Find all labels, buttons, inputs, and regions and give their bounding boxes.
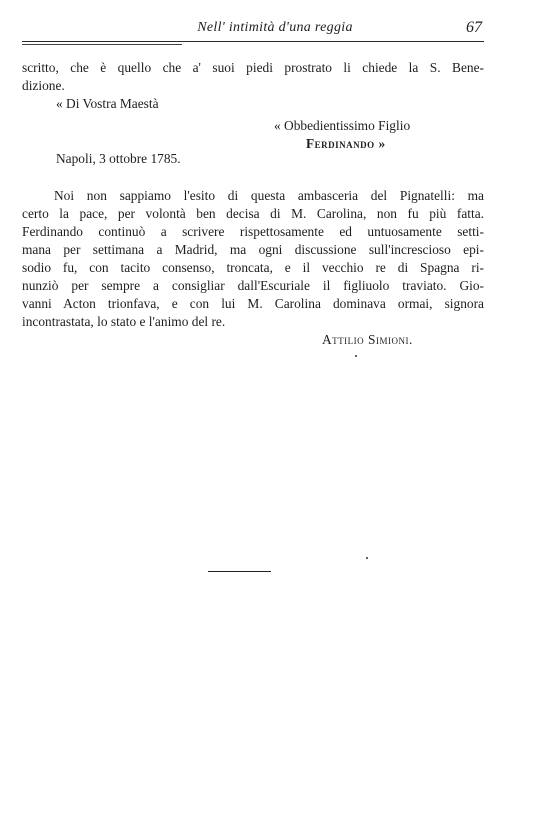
letter-signature: Ferdinando » — [306, 136, 386, 151]
closing-rule — [208, 571, 271, 572]
letter-text-line: dizione. — [22, 78, 65, 93]
author-signature: Attilio Simioni. — [322, 332, 413, 347]
paragraph-line: vanni Acton trionfava, e con lui M. Carolina dominava ormai, signora — [22, 296, 484, 311]
letter-salutation: « Di Vostra Maestà — [56, 96, 159, 111]
paragraph-line: certo la pace, per volontà ben decisa di M. Carolina, non fu più fatta. — [22, 206, 484, 221]
header-rule — [22, 41, 484, 42]
letter-text-line: scritto, che è quello che a' suoi piedi prostrato li chiede la S. Bene- — [22, 60, 484, 75]
running-head — [0, 20, 550, 42]
running-title: Nell' intimità d'una reggia — [197, 20, 353, 35]
letter-closing: « Obbedientissimo Figlio — [274, 118, 411, 133]
paragraph-line: Ferdinando continuò a scrivere rispettosamente ed untuosamente setti- — [22, 224, 484, 239]
letter-dateline: Napoli, 3 ottobre 1785. — [56, 151, 181, 166]
paragraph-line: incontrastata, lo stato e l'animo del re. — [22, 314, 226, 329]
header-rule-secondary — [22, 44, 182, 45]
page-number: 67 — [466, 19, 482, 36]
paragraph-line: sodio fu, con tacito consenso, troncata, e il vecchio re di Spagna ri- — [22, 260, 484, 275]
print-speck — [366, 557, 368, 559]
paragraph-line: mana per settimana a Madrid, ma ogni discussione sull'increscioso epi- — [22, 242, 484, 257]
paragraph-line: Noi non sappiamo l'esito di questa ambasceria del Pignatelli: ma — [54, 188, 484, 203]
paragraph-line: nunziò per sempre a consigliar dall'Escuriale il figliuolo traviato. Gio- — [22, 278, 484, 293]
print-speck — [355, 355, 357, 357]
